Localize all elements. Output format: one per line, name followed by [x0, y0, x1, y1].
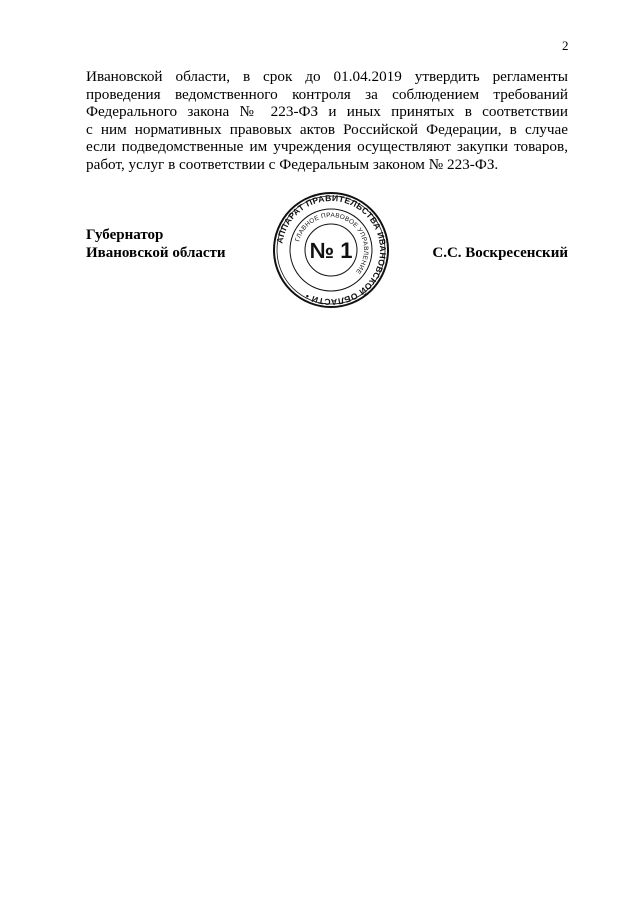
body-text: [86, 68, 568, 173]
body-line: Федерального закона № 223-ФЗ и иных принятых в соответствии: [86, 103, 568, 120]
body-line: работ, услуг в соответствии с Федеральным законом № 223-ФЗ.: [86, 155, 499, 173]
signature-title-line: Ивановской области: [86, 245, 226, 261]
signature-title-line: Губернатор: [86, 227, 164, 243]
seal-inner-text: ГЛАВНОЕ ПРАВОВОЕ УПРАВЛЕНИЕ: [294, 211, 370, 276]
signature-title: [86, 226, 226, 262]
seal-ring-text: АППАРАТ ПРАВИТЕЛЬСТВА ИВАНОВСКОЙ ОБЛАСТИ •: [274, 192, 389, 308]
page-number: 2: [562, 38, 569, 53]
body-line: проведения ведомственного контроля за соблюдением требований: [86, 85, 568, 103]
signer-name: С.С. Воскресенский: [432, 245, 568, 261]
seal-center-text: № 1: [309, 238, 353, 263]
body-line: Ивановской области, в срок до 01.04.2019 утвердить регламенты: [86, 68, 568, 85]
body-line: если подведомственные им учреждения осуществляют закупки товаров,: [86, 138, 568, 155]
body-line: с ним нормативных правовых актов Российской Федерации, в случае: [86, 120, 568, 138]
official-seal-stamp: [271, 190, 391, 310]
